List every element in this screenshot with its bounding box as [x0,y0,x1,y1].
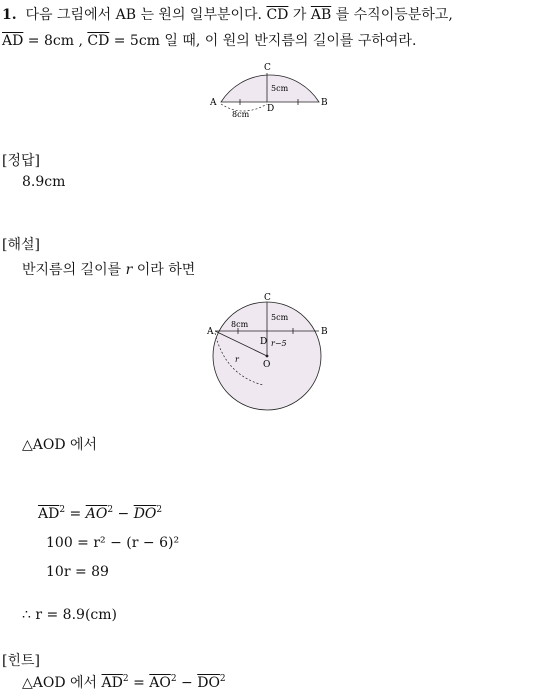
eq-do: $\overline{DO}$ [133,506,157,522]
label-o: O [263,360,271,370]
hint-minus: − [181,675,193,691]
hint-ao: $\overline{AO}$ [149,675,171,691]
triangle-line: △AOD 에서 [22,437,98,453]
answer-heading: [정답] [2,153,40,169]
label-a: A [210,98,217,108]
label-ad-length: 8cm [232,110,250,119]
arc-region [221,75,319,102]
hint-heading: [힌트] [2,653,40,669]
center-point [266,355,269,358]
equation-3: 10r = 89 [46,564,109,580]
problem-line-2 [2,30,416,50]
intro-text: 반지름의 길이를 [22,262,122,278]
hint-ad: $\overline{AD}$ [101,675,123,691]
hint-triangle: △AOD 에서 [22,675,98,691]
figure-circle-diagram [205,290,335,415]
explanation-heading: [해설] [2,237,40,253]
problem-text: 다음 그림에서 [25,7,112,23]
eq-ao: $\overline{AO}$ [85,506,108,522]
label-ao-length: r [235,355,239,364]
label-b: B [321,327,328,337]
segment-ab: $\overline{AB}$ [310,7,332,23]
hint-text: △AOD 에서 $\overline{AD}^2 = \overline{AO}^2 - \overline{DO}^2$ [22,674,226,691]
label-d: D [260,337,268,347]
label-c: C [264,293,271,303]
label-b: B [321,98,328,108]
label-c: C [264,63,271,73]
intro-text-2: 이라 하면 [136,262,196,278]
segment-ad: $\overline{AD}$ [2,33,24,49]
hint-do: $\overline{DO}$ [197,675,220,691]
cd-value: = 5cm 일 때, 이 원의 반지름의 길이를 구하여라. [113,33,417,49]
explanation-intro [22,259,195,279]
problem-text-2: 는 원의 일부분이다. [140,7,262,23]
label-d: D [267,104,275,114]
figure-arc-diagram [205,60,335,122]
label-ad-length: 8cm [231,320,249,329]
ad-value: = 8cm , [27,33,83,49]
eq-ad: $\overline{AD}$ [38,506,60,522]
arc-ab-label: AB [115,7,136,23]
eq-minus: − [117,506,130,522]
label-a: A [207,327,214,337]
conclusion: ∴ r = 8.9(cm) [22,607,117,623]
equation-2: 100 = r² − (r − 6)² [46,535,180,551]
eq-equals: = [69,506,82,522]
problem-line-1 [2,4,453,24]
label-cd-length: 5cm [271,313,289,322]
hint-equals: = [133,675,145,691]
radius-variable: r [125,262,133,278]
problem-text-3: 가 [292,7,307,23]
label-cd-length: 5cm [271,84,289,93]
segment-cd: $\overline{CD}$ [266,7,289,23]
equation-1: $\overline{AD}^2 = \overline{AO}^2 - \overline{DO}^2$ [38,505,163,522]
problem-text-4: 를 수직이등분하고, [335,7,453,23]
problem-number: 1. [2,7,17,23]
segment-cd-2: $\overline{CD}$ [87,33,110,49]
answer-value: 8.9cm [22,174,66,190]
label-do-length: r−5 [271,339,287,348]
